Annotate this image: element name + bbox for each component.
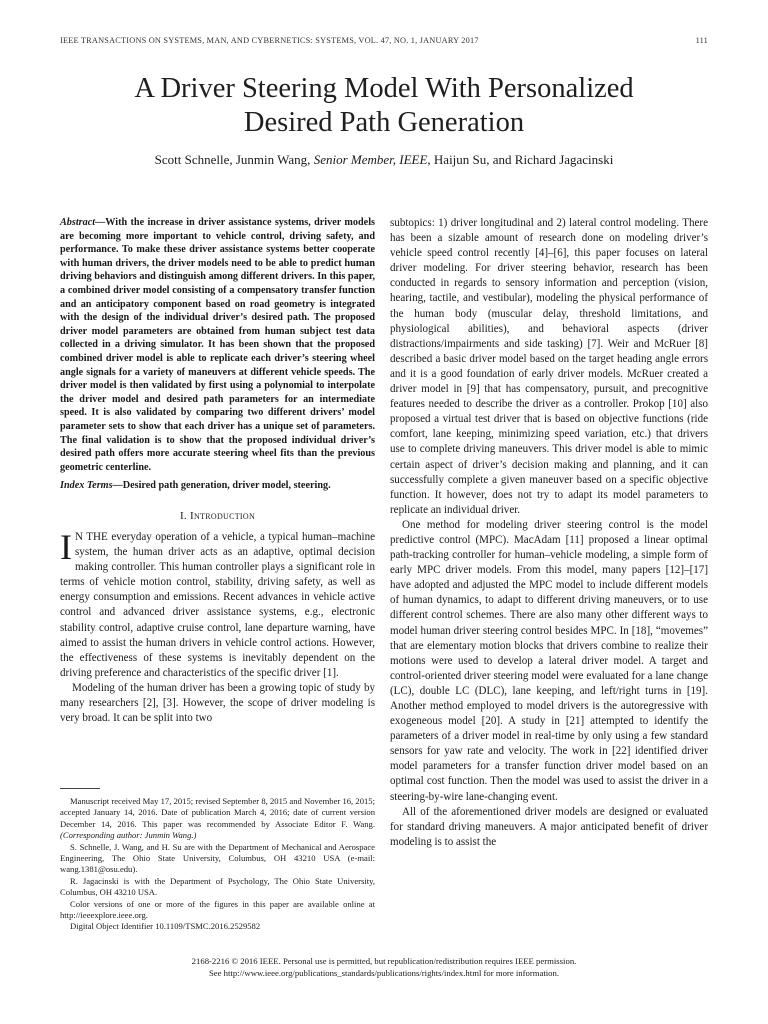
footnotes bbox=[60, 796, 375, 933]
index-terms bbox=[60, 479, 375, 493]
authors-part-1: Scott Schnelle, Junmin Wang, bbox=[154, 152, 314, 167]
footnote-doi: Digital Object Identifier 10.1109/TSMC.2016.2529582 bbox=[70, 921, 261, 932]
intro-paragraph-1-text: N THE everyday operation of a vehicle, a typical human–machine system, the human driver acts as an adaptive, optimal decision making controller. This human controller plays a significant role in terms of vehicle motion control, stability, driving safety, as well as energy consumption and emissions. Recent advances in vehicle active control and advanced driver assistance systems, e.g., electronic stability control, adaptive cruise control, lane departure warning, have aimed to assist the human drivers in vehicle control actions. However, the effectiveness of these systems is inevitably dependent on the driving preference and characteristics of the specific driver [1]. bbox=[60, 530, 375, 679]
corresponding-author: (Corresponding author: Junmin Wang.) bbox=[60, 830, 197, 841]
footnote-affiliation-2: R. Jagacinski is with the Department of Psychology, The Ohio State University, Columbus, OH 43210 USA. bbox=[60, 875, 375, 898]
section-heading bbox=[60, 509, 375, 524]
paper-title bbox=[40, 72, 728, 140]
author-list bbox=[40, 152, 728, 168]
index-terms-label: Index Terms— bbox=[60, 480, 123, 492]
title-line-2: Desired Path Generation bbox=[243, 107, 525, 138]
copyright-line-1: 2168-2216 © 2016 IEEE. Personal use is permitted, but republication/redistribution requires IEEE permission. bbox=[191, 956, 577, 966]
right-paragraph-1: subtopics: 1) driver longitudinal and 2) lateral control modeling. There has been a sizable amount of research done on modeling driver’s vehicle speed control recently [4]–[6], this paper focuses on lateral driver modeling. For driver steering behavior, research has been conducted in regards to sensory information and perception (vision, hearing, tactile, and vestibular), modeling the physical performance of the human body (muscular delay, threshold limitations, and physiological abilities), and behavioral aspects (driver distractions/impairments and side tasking) [7]. Weir and McRuer [8] described a basic driver model based on the target heading angle errors and it is a good foundation of early driver models. McRuer created a driver model in [9] that has compensatory, pursuit, and precognitive features needed to describe the driver as a controller. Prokop [10] also proposed a virtual test driver that is based on objective functions (ride comfort, lane keeping, minimizing speed variation, etc.) that drivers use to complete driving maneuvers. This driver model is able to mimic certain aspect of driver’s decision making and planning, and it can successfully complete a given maneuver based on a specific objective function. It however, does not try to adapt its model parameters to replicate an individual driver. bbox=[390, 217, 708, 516]
footnote-manuscript bbox=[60, 796, 375, 842]
journal-header: IEEE TRANSACTIONS ON SYSTEMS, MAN, AND CYBERNETICS: SYSTEMS, VOL. 47, NO. 1, JANUARY 2017 bbox=[60, 36, 479, 45]
index-terms-text: Desired path generation, driver model, steering. bbox=[122, 480, 331, 492]
copyright-line-2: See http://www.ieee.org/publications_standards/publications/rights/index.html for more information. bbox=[208, 968, 560, 978]
intro-paragraph-2: Modeling of the human driver has been a growing topic of study by many researchers [2], [3]. However, the scope of driver modeling is very broad. It can be split into two bbox=[60, 681, 375, 725]
footnote-affiliation-1: S. Schnelle, J. Wang, and H. Su are with the Department of Mechanical and Aerospace Engineering, The Ohio State University, Columbus, OH 43210 USA (e-mail: wang.1381@osu.edu). bbox=[60, 841, 375, 875]
author-membership: Senior Member, IEEE bbox=[313, 152, 428, 167]
section-number: I. bbox=[179, 509, 191, 522]
abstract-label: Abstract— bbox=[60, 217, 106, 228]
authors-part-2: , Haijun Su, and Richard Jagacinski bbox=[427, 152, 614, 167]
title-line-1: A Driver Steering Model With Personalized bbox=[134, 73, 634, 104]
right-paragraph-3: All of the aforementioned driver models are designed or evaluated for standard driving maneuvers. A major anticipated benefit of driver modeling is to assist the bbox=[390, 805, 708, 848]
footnote-rule bbox=[60, 788, 100, 789]
footnote-manuscript-text: Manuscript received May 17, 2015; revised September 8, 2015 and November 16, 2015; accepted January 14, 2016. Date of publication March 4, 2016; date of current version December 14, 2016. This paper was recommended by Associate Editor F. Wang. bbox=[60, 796, 375, 829]
abstract-text: With the increase in driver assistance systems, driver models are becoming more important to vehicle control, driving safety, and performance. To make these driver assistance systems better cooperate with human drivers, the driver models need to be able to predict human driving behaviors and distinguish among different drivers. In this paper, a combined driver model consisting of a compensatory transfer function and an anticipatory component based on road geometry is integrated with the design of the individual driver’s desired path. The proposed driver model parameters are obtained from human subject test data collected in a driving simulator. It has been shown that the proposed combined driver model is able to replicate each driver’s steering wheel angle signals for a variety of maneuvers at different vehicle speeds. The driver model is then validated by first using a polynomial to interpolate the driver model and desired path parameters for an intermediate speed. It is also validated by comparing two different drivers’ model parameter sets to show that each driver has a unique set of parameters. The final validation is to show that the proposed individual driver’s desired path offers more accurate steering wheel fits than the previous geometric centerline. bbox=[60, 217, 375, 473]
running-head bbox=[60, 36, 708, 45]
section-title: Introduction bbox=[190, 509, 256, 522]
intro-paragraph-1 bbox=[60, 526, 375, 681]
drop-cap: I bbox=[60, 526, 72, 567]
abstract bbox=[60, 216, 375, 474]
page-number: 111 bbox=[695, 36, 708, 45]
right-paragraph-2: One method for modeling driver steering control is the model predictive control (MPC). MacAdam [11] proposed a linear optimal path-tracking controller for human–vehicle modeling, a simple form of early MPC driver models. From this model, many papers [12]–[17] have adopted and adjusted the MPC model to include different models of human dynamics, to adapt to different driving maneuvers, or to use different control schemes. There are also many other different ways to model human driver steering control besides MPC. In [18], “movemes” that are elementary motion blocks that drivers combine to realize their motions were used to develop a lateral driver model. A target and control-oriented driver steering model were evaluated for a lane change (LC), double LC (DLC), lane keeping, and left/right turns in [19]. Another method employed to model drivers is the autoregressive with exogeneous model [20]. A study in [21] attempted to identify the parameters of a driver model in real-time by only using a few standard sensors for yaw rate and velocity. The work in [22] identified driver model parameters for a transfer function driver model based on an optimal cost function. Then the model was used to assist the driver in a steering-by-wire lane-changing event. bbox=[390, 518, 708, 803]
right-column bbox=[390, 216, 708, 850]
copyright-notice bbox=[60, 955, 708, 979]
footnote-color-versions: Color versions of one or more of the figures in this paper are available online at http://ieeexplore.ieee.org. bbox=[60, 898, 375, 921]
left-column bbox=[60, 216, 375, 726]
